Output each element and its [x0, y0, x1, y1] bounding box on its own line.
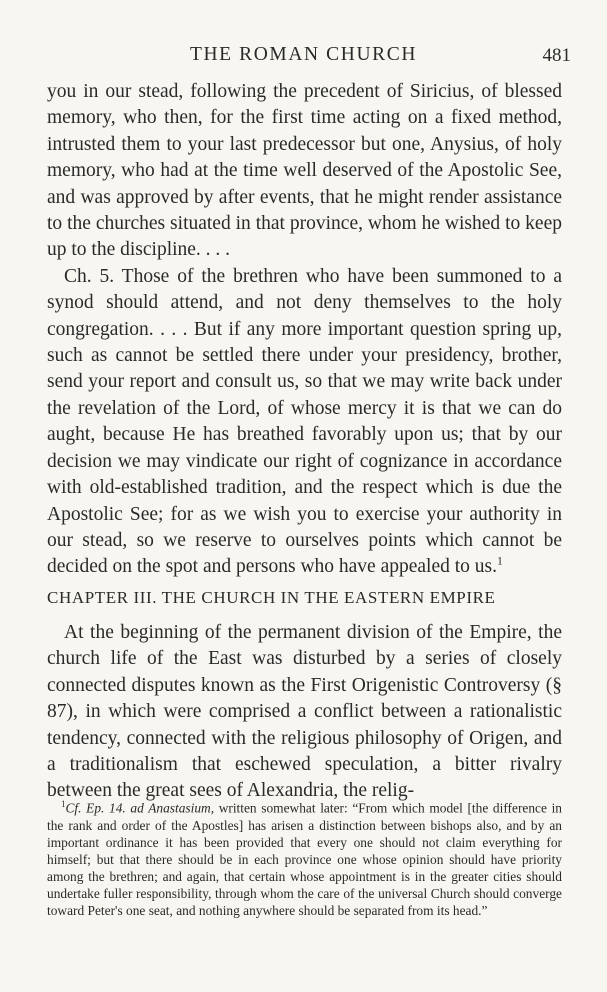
paragraph-continuation: [47, 79, 562, 264]
footnote-reference: 1: [497, 554, 503, 568]
paragraph-text: Ch. 5. Those of the brethren who have been summoned to a synod should attend, and not deny themselves to the holy congregation. . . . But if any more important question spring up, such as cannot be settled there under your presidency, brother, send your report and consult us, so that we may write back under the revelation of the Lord, of whose mercy it is that we can do aught, because He has breathed favorably upon us; that by our decision we may vindicate our right of cognizance in accordance with old-established tradition, and the respect which is due the Apostolic See; for as we wish you to exercise your authority in our stead, so we reserve to ourselves points which cannot be decided on the spot and persons who have appealed to us.: [47, 265, 562, 578]
main-text-block: [47, 79, 562, 581]
footnote-marker: 1: [61, 799, 66, 809]
footnote-citation: Ep. 14. ad Anastasium,: [86, 800, 215, 816]
paragraph-text: you in our stead, following the precedent of Siricius, of blessed memory, who then, for the first time acting on a fixed method, intrusted them to your last predecessor but one, Anysius, of holy memory, who had at the time well deserved of the Apostolic See, and was approved by after events, that he might render assistance to the churches situated in that province, whom he wished to keep up to the discipline. . . .: [47, 81, 562, 261]
chapter-text-block: [47, 620, 562, 805]
paragraph-text: At the beginning of the permanent division of the Empire, the church life of the East was disturbed by a series of closely connected disputes known as the First Origenistic Controversy (§ 87), in which were comprised a conflict between a rationalistic tendency, connected with the religious philosophy of Origen, and a traditionalism that eschewed speculation, a bitter rivalry between the great sees of Alexandria, the relig-: [47, 622, 562, 802]
footnote-cf: Cf.: [65, 800, 82, 816]
footnote: [47, 796, 562, 919]
running-head: [0, 44, 607, 70]
chapter-heading: CHAPTER III. THE CHURCH IN THE EASTERN EMPIRE: [47, 588, 496, 607]
paragraph-chapter-intro: [47, 620, 562, 805]
running-title: THE ROMAN CHURCH: [189, 44, 418, 65]
page-number: 481: [542, 45, 571, 66]
footnote-text: written somewhat later: “From which model [the difference in the rank and order of the Apostles] has arisen a distinction between bishops also, and by an important ordinance it has been provided that every one should not claim everything for himself; but that there should be in each province one whose opinion should have priority among the brethren; and again, that certain whose appointment is in the greater cities should undertake fuller responsibility, through whom the care of the universal Church should converge toward Peter's one seat, and nothing anywhere should be separated from its head.”: [47, 800, 562, 919]
paragraph-ch5: [47, 264, 562, 581]
footnote-paragraph: [47, 796, 562, 919]
